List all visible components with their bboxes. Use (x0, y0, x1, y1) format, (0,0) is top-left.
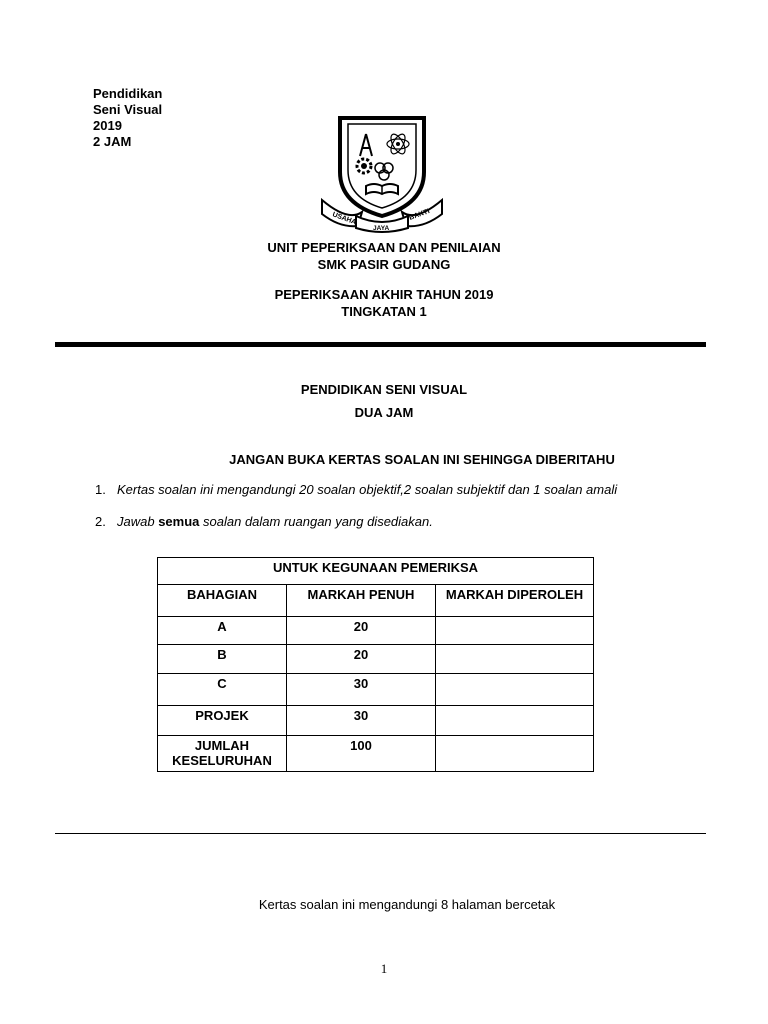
table-title: UNTUK KEGUNAAN PEMERIKSA (158, 558, 594, 585)
marks-obtained-cell (436, 706, 594, 736)
instruction-emphasis: semua (158, 514, 200, 529)
full-marks-cell: 30 (287, 706, 436, 736)
column-header-section: BAHAGIAN (158, 585, 287, 617)
do-not-open-warning: JANGAN BUKA KERTAS SOALAN INI SEHINGGA DIBERITAHU (229, 452, 615, 467)
instruction-text-pre: Jawab (117, 514, 159, 529)
section-cell: A (158, 617, 287, 645)
motto-right: BAKTI (408, 207, 431, 222)
atom-icon (387, 132, 409, 156)
section-cell: PROJEK (158, 706, 287, 736)
table-row (158, 706, 594, 736)
subject-corner-block (93, 86, 162, 150)
motto-center: JAYA (373, 225, 390, 232)
marks-obtained-cell (436, 645, 594, 674)
rings-icon (375, 163, 393, 180)
subject-duration: DUA JAM (354, 405, 414, 420)
motto-left: USAHA (331, 211, 358, 227)
section-cell: C (158, 674, 287, 706)
section-cell: B (158, 645, 287, 674)
instruction-number: 1. (95, 482, 106, 497)
instruction-number: 2. (95, 514, 106, 529)
corner-line-year: 2019 (93, 118, 122, 133)
column-header-marks-obtained: MARKAH DIPEROLEH (436, 585, 594, 617)
subject-title: PENDIDIKAN SENI VISUAL (300, 382, 468, 397)
thin-divider (55, 833, 706, 834)
gear-icon (357, 159, 371, 173)
corner-line-duration: 2 JAM (93, 134, 132, 149)
exam-unit-title: UNIT PEPERIKSAAN DAN PENILAIAN (267, 240, 501, 255)
table-row (158, 674, 594, 706)
table-row (158, 736, 594, 772)
section-cell: JUMLAH KESELURUHAN (158, 736, 287, 772)
corner-line-subject-2: Seni Visual (93, 102, 163, 117)
full-marks-cell: 30 (287, 674, 436, 706)
thick-divider (55, 342, 706, 347)
marks-obtained-cell (436, 617, 594, 645)
instruction-text-post: soalan dalam ruangan yang disediakan. (199, 514, 433, 529)
full-marks-cell: 100 (287, 736, 436, 772)
examiner-marks-table (157, 557, 594, 772)
instruction-item (95, 514, 433, 529)
marks-obtained-cell (436, 736, 594, 772)
page-count-note: Kertas soalan ini mengandungi 8 halaman bercetak (258, 897, 556, 912)
instruction-text: Kertas soalan ini mengandungi 20 soalan objektif,2 soalan subjektif dan 1 soalan amali (117, 482, 618, 497)
table-row (158, 645, 594, 674)
marks-obtained-cell (436, 674, 594, 706)
form-level: TINGKATAN 1 (341, 304, 427, 319)
full-marks-cell: 20 (287, 645, 436, 674)
compass-icon (360, 134, 372, 156)
instruction-item (95, 482, 617, 497)
book-icon (366, 184, 398, 194)
school-name: SMK PASIR GUDANG (317, 257, 451, 272)
corner-line-subject: Pendidikan (93, 86, 163, 101)
page-number: 1 (380, 961, 388, 976)
school-crest-logo (318, 104, 446, 234)
exam-name: PEPERIKSAAN AKHIR TAHUN 2019 (274, 287, 494, 302)
column-header-full-marks: MARKAH PENUH (287, 585, 436, 617)
table-row (158, 617, 594, 645)
full-marks-cell: 20 (287, 617, 436, 645)
